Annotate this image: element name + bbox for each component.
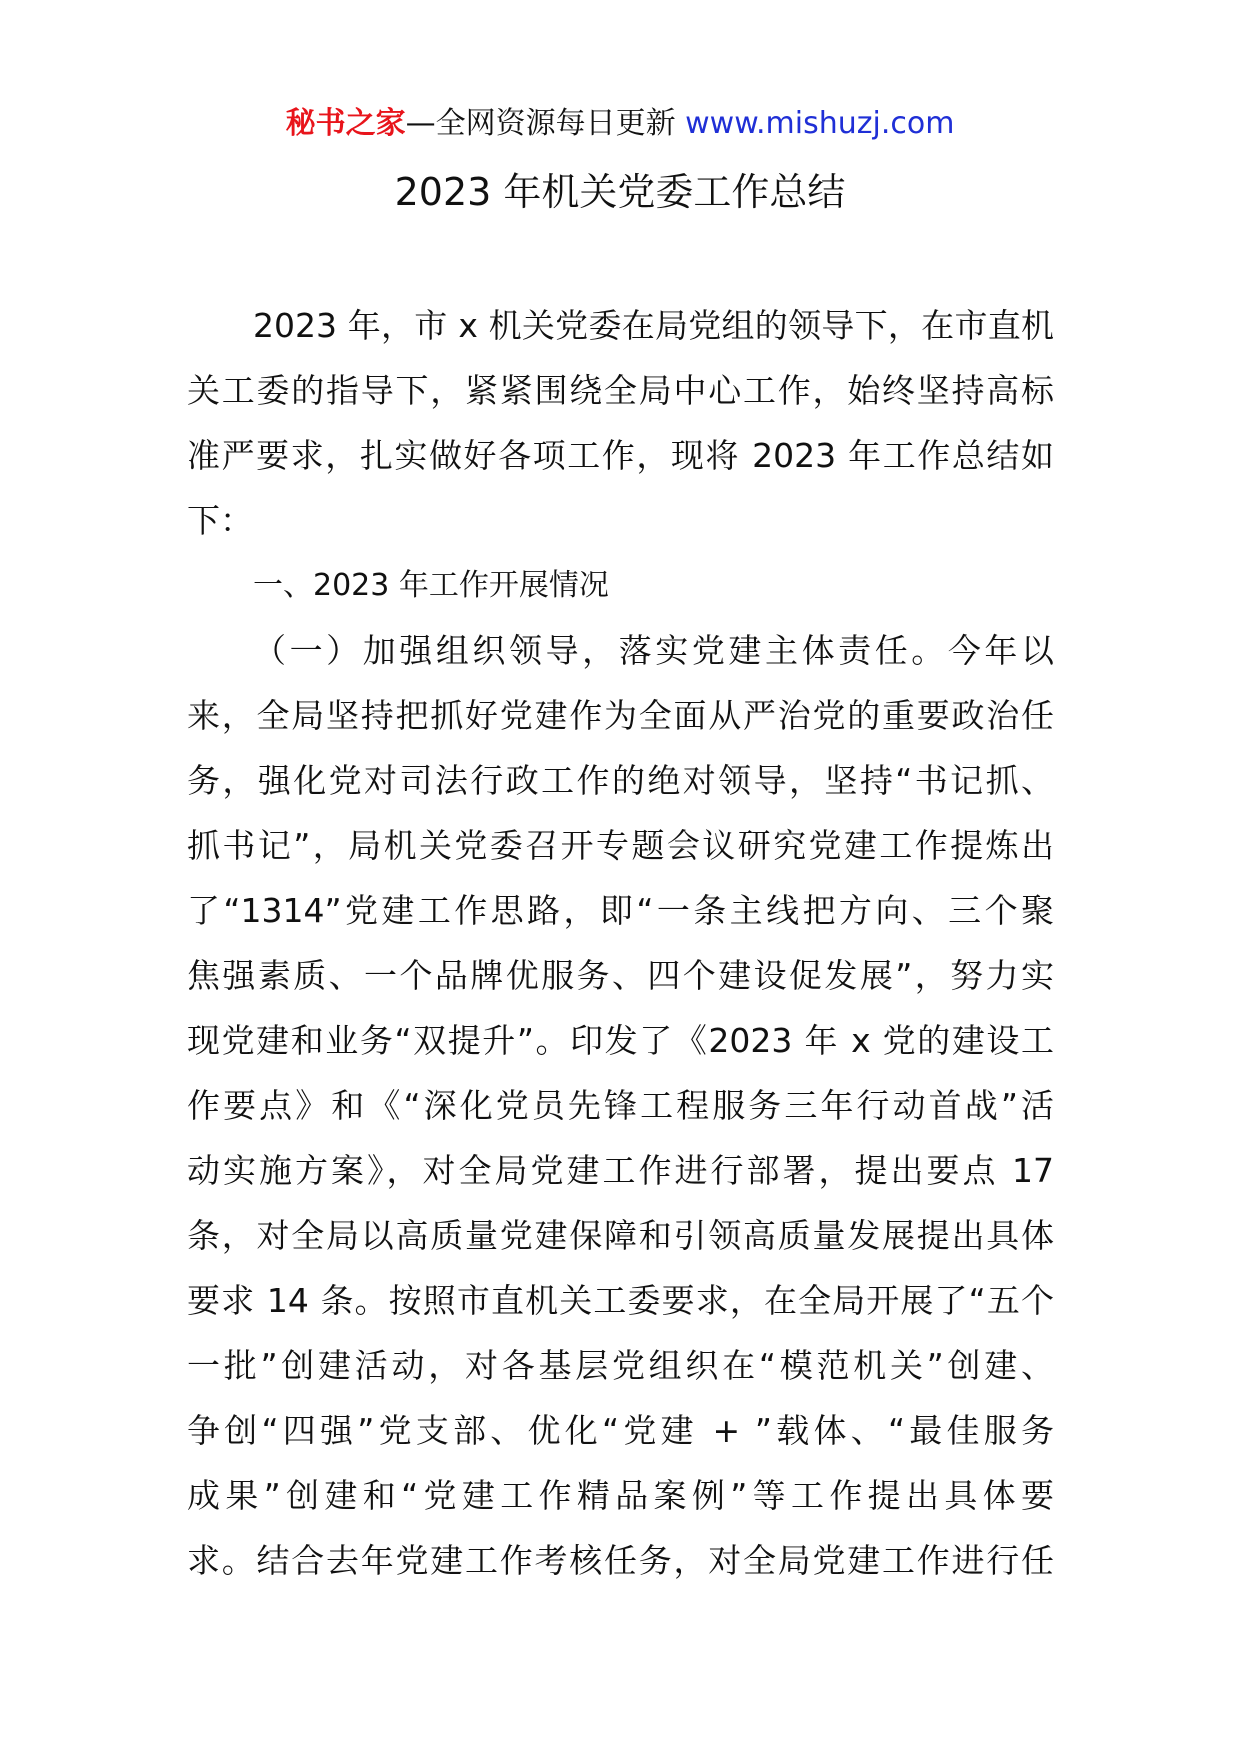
text-line: 抓书记”，局机关党委召开专题会议研究党建工作提炼出	[187, 826, 1054, 865]
document-title: 2023 年机关党委工作总结	[394, 170, 846, 214]
text-line: 条，对全局以高质量党建保障和引领高质量发展提出具体	[187, 1216, 1054, 1255]
text-line: （一）加强组织领导，落实党建主体责任。今年以	[253, 631, 1054, 670]
text-line: 来，全局坚持把抓好党建作为全面从严治党的重要政治任	[187, 696, 1054, 735]
watermark-header	[0, 104, 1240, 144]
text-line: 求。结合去年党建工作考核任务，对全局党建工作进行任	[187, 1541, 1054, 1580]
text-line: 要求 14 条。按照市直机关工委要求，在全局开展了“五个	[187, 1281, 1054, 1320]
text-line: 了“1314”党建工作思路，即“一条主线把方向、三个聚	[187, 891, 1054, 930]
section-heading: 一、2023 年工作开展情况	[253, 568, 609, 603]
text-line: 焦强素质、一个品牌优服务、四个建设促发展”，努力实	[187, 956, 1054, 995]
text-line: 下：	[187, 501, 253, 540]
text-line: 动实施方案》，对全局党建工作进行部署，提出要点 17	[187, 1151, 1054, 1190]
text-line: 争创“四强”党支部、优化“党建 + ”载体、“最佳服务	[187, 1411, 1054, 1450]
watermark-url[interactable]: www.mishuzj.com	[685, 106, 955, 141]
watermark-brand: 秘书之家	[285, 106, 406, 141]
text-line: 一批”创建活动，对各基层党组织在“模范机关”创建、	[187, 1346, 1054, 1385]
text-line: 2023 年，市 x 机关党委在局党组的领导下，在市直机	[253, 306, 1054, 345]
watermark-slogan: —全网资源每日更新	[405, 106, 686, 141]
text-line: 关工委的指导下，紧紧围绕全局中心工作，始终坚持高标	[187, 371, 1054, 410]
text-line: 作要点》和《“深化党员先锋工程服务三年行动首战”活	[187, 1086, 1054, 1125]
text-line: 务，强化党对司法行政工作的绝对领导，坚持“书记抓、	[187, 761, 1054, 800]
document-body	[187, 293, 1054, 1593]
text-line: 准严要求，扎实做好各项工作，现将 2023 年工作总结如	[187, 436, 1054, 475]
text-line: 成果”创建和“党建工作精品案例”等工作提出具体要	[187, 1476, 1054, 1515]
text-line: 现党建和业务“双提升”。印发了《2023 年 x 党的建设工	[187, 1021, 1054, 1060]
